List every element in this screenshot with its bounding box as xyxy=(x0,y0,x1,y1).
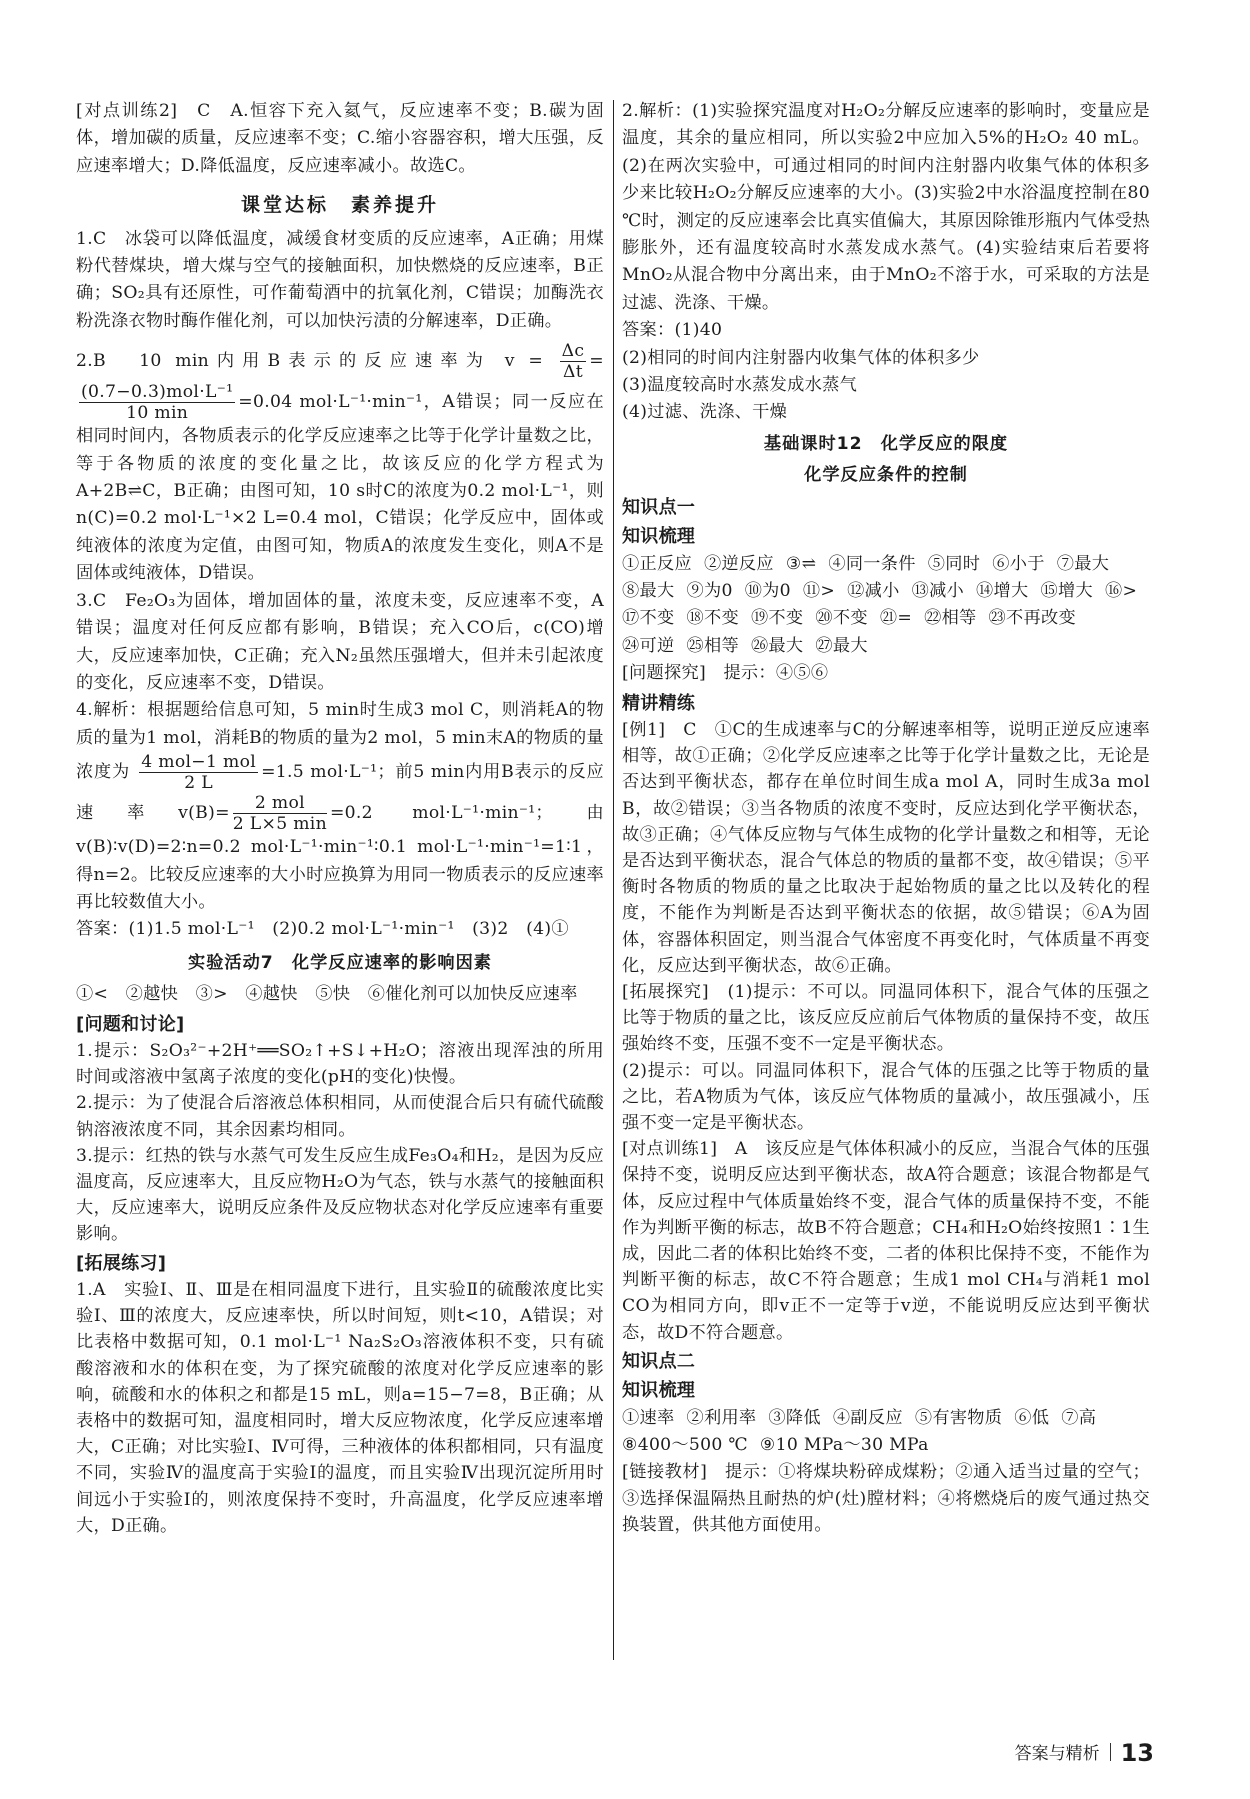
lesson-12-subtitle: 化学反应条件的控制 xyxy=(804,465,968,486)
extension-explore-1: [拓展探究] (1)提示：不可以。同温同体积下，混合气体的压强之比等于物质的量之比，该反应反应前后气体物质的量保持不变，故压强始终不变，压强不变不一定是平衡状态。 xyxy=(622,981,1150,1055)
blank-item: ⑤有害物质 xyxy=(914,1407,1003,1428)
rate-value-denominator: 10 min xyxy=(126,403,189,424)
b-rate-numerator: 2 mol xyxy=(233,793,327,814)
blank-item: ③⇌ xyxy=(785,553,817,574)
blank-item: ⑭增大 xyxy=(976,580,1029,601)
exercise-1-answer: [对点训练1] A 该反应是气体体积减小的反应，当混合气体的压强保持不变，说明反应达到平衡状态，故A符合题意；该混合物都是气体，反应过程中气体质量始终不变，混合气体的质量保持不变，不能作为判断平衡的标志，故B不符合题意；CH₄和H₂O始终按照1∶1生成，因此二者的体积比始终不变，二者的体积比保持不变，不能作为判断平衡的标志，故C不符合题意；生成1 mol CH₄与消耗1 mol CO为相同方向，即v正不一定等于v逆，不能说明反应达到平衡状态，故D不符合题意。 xyxy=(622,1139,1150,1343)
answer-4 xyxy=(76,697,604,916)
blank-item: ⑪> xyxy=(802,580,836,601)
concentration-numerator: 4 mol−1 mol xyxy=(141,752,257,773)
section-heading-class-review: 课堂达标 素养提升 xyxy=(240,194,439,217)
concentration-fraction xyxy=(139,752,258,793)
fill-blank-grid-2 xyxy=(622,1405,1150,1460)
rate-denominator: Δt xyxy=(563,362,583,383)
blank-item: ⑥低 xyxy=(1014,1407,1050,1428)
practice-1: 1.A 实验Ⅰ、Ⅱ、Ⅲ是在相同温度下进行，且实验Ⅱ的硫酸浓度比实验Ⅰ、Ⅲ的浓度大，反应速率快，所以时间短，则t<10，A错误；对比表格中数据可知，0.1 mol·L⁻¹ Na₂S₂O₃溶液体积不变，只有硫酸溶液和水的体积在变，为了探究硫酸的浓度对化学反应速率的影响，硫酸和水的体积之和都是15 mL，则a=15−7=8，B正确；从表格中的数据可知，温度相同时，增大反应物浓度，化学反应速率增大，C正确；对比实验Ⅰ、Ⅳ可得，三种液体的体积都相同，只有温度不同，实验Ⅳ的温度高于实验Ⅰ的温度，而且实验Ⅳ出现沉淀所用时间远小于实验Ⅰ的，则浓度保持不变时，升高温度，化学反应速率增大，D正确。 xyxy=(76,1280,604,1536)
answer-4-summary: 答案：(1)1.5 mol·L⁻¹ (2)0.2 mol·L⁻¹·min⁻¹ (3)2 (4)① xyxy=(76,919,569,940)
answer-2-result-1: 答案：(1)40 xyxy=(622,320,723,341)
lesson-12-title: 基础课时12 化学反应的限度 xyxy=(763,433,1009,454)
page-footer xyxy=(1015,1739,1154,1767)
blank-item: ⑲不变 xyxy=(750,608,804,629)
blank-item: ㉕相等 xyxy=(686,635,739,656)
blank-item: ⑰不变 xyxy=(622,608,675,629)
answer-4-mid: =1.5 mol·L⁻¹；前5 min内用B表示的反应速率v(B)= xyxy=(76,762,604,824)
blank-item: ⑬减小 xyxy=(911,580,965,601)
answer-3: 3.C Fe₂O₃为固体，增加固体的量，浓度未变，反应速率不变，A错误；温度对任何反应都有影响，B错误；充入CO后，c(CO)增大，反应速率加快，C正确；充入N₂虽然压强增大，但并未引起浓度的变化，反应速率不变，D错误。 xyxy=(76,590,604,693)
page-number: 13 xyxy=(1120,1739,1154,1767)
blank-item: ⑤同时 xyxy=(927,553,981,574)
blank-item: ②利用率 xyxy=(686,1407,757,1428)
blank-item: ④同一条件 xyxy=(828,553,916,574)
blank-item: ⑧最大 xyxy=(622,580,675,601)
example-1: [例1] C ①C的生成速率与C的分解速率相等，说明正逆反应速率相等，故①正确；②化学反应速率之比等于化学计量数之比，无论是否达到平衡状态，都存在单位时间生成a mol A，同时生成3a mol B，故②错误；③当各物质的浓度不变时，反应达到化学平衡状态，故③正确；④气体反应物与气体生成物的化学计量数之和相等，无论是否达到平衡状态，混合气体总的物质的量都不变，故④错误；⑤平衡时各物质的物质的量之比取决于起始物质的量之比以及转化的程度，不能作为判断是否达到平衡状态的依据，故⑤错误；⑥A为固体，容器体积固定，则当混合气体密度不再变化时，气体质量不再变化，反应达到平衡状态，故⑥正确。 xyxy=(622,719,1150,976)
answer-2-body: =0.04 mol·L⁻¹·min⁻¹，A错误；同一反应在相同时间内，各物质表示的化学反应速率之比等于化学计量数之比，等于各物质的浓度的变化量之比，故该反应的化学方程式为A+2B⇌C，B正确；由图可知，10 s时C的浓度为0.2 mol·L⁻¹，则n(C)=0.2 mol·L⁻¹×2 L=0.4 mol，C错误；化学反应中，固体或纯液体的浓度为定值，由图可知，物质A的浓度发生变化，则A不是固体或纯液体，D错误。 xyxy=(76,392,604,584)
blank-item: ⑯> xyxy=(1104,580,1138,601)
practice-heading: [拓展练习] xyxy=(76,1252,167,1274)
blank-item: ④副反应 xyxy=(832,1407,903,1428)
column-divider xyxy=(613,100,614,1660)
answer-2 xyxy=(76,341,604,587)
experiment-fill-blanks: ①< ②越快 ③> ④越快 ⑤快 ⑥催化剂可以加快反应速率 xyxy=(76,984,578,1005)
blank-item: ①速率 xyxy=(622,1407,675,1428)
discussion-2: 2.提示：为了使混合后溶液总体积相同，从而使混合后只有硫代硫酸钠溶液浓度不同，其余因素均相同。 xyxy=(76,1093,604,1140)
blank-item: ⑥小于 xyxy=(992,553,1045,574)
concentration-denominator: 2 L xyxy=(184,773,214,794)
extension-explore-2: (2)提示：可以。同温同体积下，混合气体的压强之比等于物质的量之比，若A物质为气体，该反应气体物质的量减小，故压强减小，压强不变一定是平衡状态。 xyxy=(622,1060,1150,1133)
blank-item: ⑦高 xyxy=(1061,1407,1097,1428)
discussion-3: 3.提示：红热的铁与水蒸气可发生反应生成Fe₃O₄和H₂，是因为反应温度高，反应速率大，且反应物H₂O为气态，铁与水蒸气的接触面积大，反应速率大，说明反应条件及反应物状态对化学反应速率有重要影响。 xyxy=(76,1145,604,1245)
rate-value-numerator: (0.7−0.3)mol·L⁻¹ xyxy=(81,382,234,403)
knowledge-point-1: 知识点一 xyxy=(622,496,696,518)
blank-item: ②逆反应 xyxy=(703,553,774,574)
blank-item: ㉗最大 xyxy=(815,635,868,656)
textbook-link: [链接教材] 提示：①将煤块粉碎成煤粉；②通入适当过量的空气；③选择保温隔热且耐热的炉(灶)膛材料；④将燃烧后的废气通过热交换装置，供其他方面使用。 xyxy=(622,1462,1150,1535)
b-rate-fraction xyxy=(233,793,327,834)
blank-item: ㉓不再改变 xyxy=(988,608,1076,629)
answer-2-result-4: (4)过滤、洗涤、干燥 xyxy=(622,402,788,423)
discussion-heading: [问题和讨论] xyxy=(76,1013,185,1035)
footer-divider xyxy=(1110,1743,1111,1761)
footer-label: 答案与精析 xyxy=(1014,1744,1100,1764)
left-column xyxy=(76,98,604,1539)
question-explore: [问题探究] 提示：④⑤⑥ xyxy=(622,663,829,684)
blank-item: ⑫减小 xyxy=(847,580,900,601)
answer-2-result-3: (3)温度较高时水蒸发成水蒸气 xyxy=(622,375,858,396)
blank-item: ③降低 xyxy=(768,1407,821,1428)
exercise-2-answer: [对点训练2] C A.恒容下充入氦气，反应速率不变；B.碳为固体，增加碳的质量，反应速率不变；C.缩小容器容积，增大压强，反应速率增大；D.降低温度，反应速率减小。故选C。 xyxy=(76,101,604,176)
answer-2-analysis: 2.解析：(1)实验探究温度对H₂O₂分解反应速率的影响时，变量应是温度，其余的量应相同，所以实验2中应加入5%的H₂O₂ 40 mL。(2)在两次实验中，可通过相同的时间内注射器内收集气体的体积多少来比较H₂O₂分解反应速率的大小。(3)实验2中水浴温度控制在80 ℃时，测定的反应速率会比真实值偏大，其原因除锥形瓶内气体受热膨胀外，还有温度较高时水蒸发成水蒸气。(4)实验结束后若要将MnO₂从混合物中分离出来，由于MnO₂不溶于水，可采取的方法是过滤、洗涤、干燥。 xyxy=(622,101,1150,313)
blank-item: ⑳不变 xyxy=(815,608,868,629)
blank-item: ㉑= xyxy=(879,608,913,629)
answer-4-body: =0.2 mol·L⁻¹·min⁻¹；由v(B)∶v(D)=2∶n=0.2 mol·L⁻¹·min⁻¹∶0.1 mol·L⁻¹·min⁻¹=1∶1，得n=2。比较反应速率的大小时应换算为用同一物质表示的反应速率再比较数值大小。 xyxy=(76,803,604,912)
rate-numerator: Δc xyxy=(561,341,585,362)
blank-item: ⑦最大 xyxy=(1056,553,1110,574)
knowledge-summary-1: 知识梳理 xyxy=(622,526,696,548)
blank-item: ㉖最大 xyxy=(750,635,804,656)
blank-item: ⑱不变 xyxy=(686,608,739,629)
rate-value-fraction xyxy=(79,382,235,423)
lecture-practice-heading: 精讲精练 xyxy=(622,692,696,714)
answer-2-intro: 2.B 10 min内用B表示的反应速率为 v = xyxy=(76,351,544,372)
blank-item: ㉒相等 xyxy=(924,608,977,629)
answer-2-equals: = xyxy=(589,351,604,372)
rate-fraction xyxy=(560,341,587,382)
knowledge-point-2: 知识点二 xyxy=(622,1350,696,1372)
blank-item: ⑨为0 xyxy=(686,580,733,601)
discussion-1: 1.提示：S₂O₃²⁻+2H⁺══SO₂↑+S↓+H₂O；溶液出现浑浊的所用时间或溶液中氢离子浓度的变化(pH的变化)快慢。 xyxy=(76,1040,604,1088)
blank-item: ㉔可逆 xyxy=(622,635,675,656)
answer-1: 1.C 冰袋可以降低温度，减缓食材变质的反应速率，A正确；用煤粉代替煤块，增大煤与空气的接触面积，加快燃烧的反应速率，B正确；SO₂具有还原性，可作葡萄酒中的抗氧化剂，C错误；加酶洗衣粉洗涤衣物时酶作催化剂，可以加快污渍的分解速率，D正确。 xyxy=(76,228,604,331)
knowledge-summary-2: 知识梳理 xyxy=(622,1380,696,1402)
answer-2-result-2: (2)相同的时间内注射器内收集气体的体积多少 xyxy=(622,347,980,368)
blank-item: ⑧400～500 ℃ xyxy=(622,1435,748,1456)
fill-blank-grid-1 xyxy=(622,551,1150,661)
section-heading-experiment-7: 实验活动7 化学反应速率的影响因素 xyxy=(188,952,492,973)
b-rate-denominator: 2 L×5 min xyxy=(232,814,327,835)
blank-item: ⑮增大 xyxy=(1040,580,1093,601)
blank-item: ①正反应 xyxy=(622,553,692,574)
blank-item: ⑩为0 xyxy=(744,580,791,601)
right-column xyxy=(622,98,1150,1538)
answer-4-intro: 4.解析：根据题给信息可知，5 min时生成3 mol C，则消耗A的物质的量为1 mol，消耗B的物质的量为2 mol，5 min末A的物质的量浓度为 xyxy=(76,700,604,783)
blank-item: ⑨10 MPa～30 MPa xyxy=(759,1435,929,1456)
